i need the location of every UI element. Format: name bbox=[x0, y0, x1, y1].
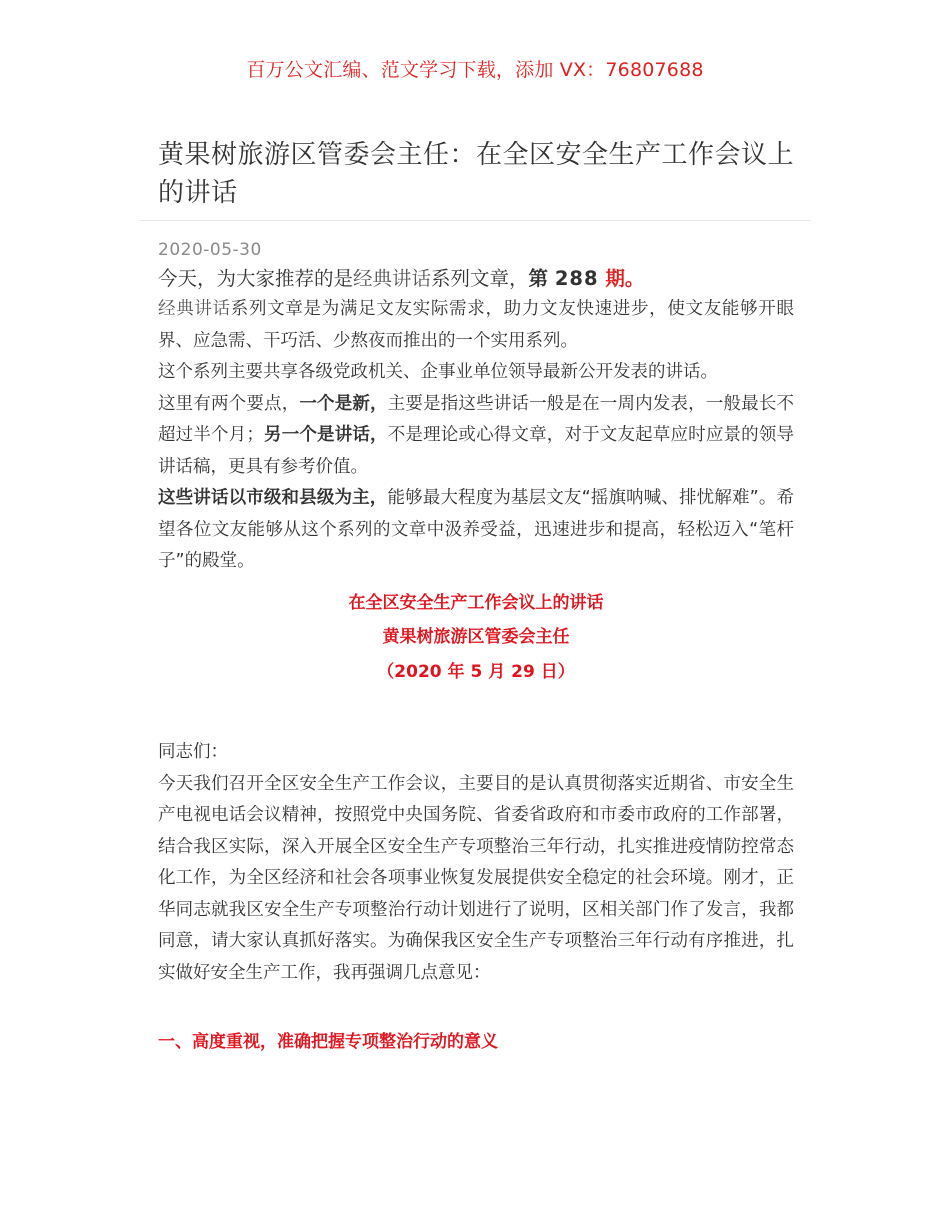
speech-date: （2020 年 5 月 29 日） bbox=[377, 661, 575, 682]
intro-text: 今天，为大家推荐的是 bbox=[158, 267, 354, 290]
intro-text: 系列文章， bbox=[431, 267, 529, 290]
paragraph-text: 不是理论或心得文章，对于文友起草应时应景的领导讲话稿，更具有参考价值。 bbox=[158, 425, 795, 477]
speech-body: 今天我们召开全区安全生产工作会议，主要目的是认真贯彻落实近期省、市安全生产电视电话会议精神，按照党中央国务院、省委省政府和市委市政府的工作部署，结合我区实际，深入开展全区安全生产专项整治三年行动，扎实推进疫情防控常态化工作，为全区经济和社会各项事业恢复发展提供安全稳定的社会环境。刚才，正华同志就我区安全生产专项整治行动计划进行了说明，区相关部门作了发言，我都同意，请大家认真抓好落实。为确保我区安全生产专项整治三年行动有序推进，扎实做好安全生产工作，我再强调几点意见： bbox=[158, 773, 794, 983]
speech-greeting: 同志们： bbox=[158, 742, 228, 762]
title-divider bbox=[140, 220, 810, 221]
promo-banner: 百万公文汇编、范文学习下载，添加 VX：76807688 bbox=[246, 59, 704, 81]
speech-heading: 在全区安全生产工作会议上的讲话 bbox=[348, 592, 604, 613]
issue-suffix: 期。 bbox=[598, 267, 645, 290]
paragraph-text: 这里有两个要点， bbox=[158, 393, 300, 414]
series-name: 经典讲话 bbox=[353, 267, 432, 290]
emphasis-text: 另一个是讲话， bbox=[263, 425, 388, 445]
intro-paragraph bbox=[158, 483, 794, 578]
intro-paragraph: 这个系列主要共享各级党政机关、企事业单位领导最新公开发表的讲话。 bbox=[158, 362, 718, 382]
intro-paragraph bbox=[158, 389, 794, 484]
issue-label: 第 bbox=[528, 267, 555, 290]
speech-header bbox=[158, 586, 794, 690]
intro-line bbox=[158, 264, 794, 294]
emphasis-text: 一个是新， bbox=[299, 393, 388, 414]
publish-date: 2020-05-30 bbox=[158, 240, 262, 260]
article-content bbox=[158, 264, 794, 1059]
paragraph-text: 能够最大程度为基层文友“摇旗呐喊、排忧解难”。希望各位文友能够从这个系列的文章中汲养受益，迅速进步和提高，轻松迈入“笔杆子”的殿堂。 bbox=[158, 488, 794, 571]
intro-paragraph bbox=[158, 294, 794, 357]
section-heading: 一、高度重视，准确把握专项整治行动的意义 bbox=[158, 1032, 498, 1052]
paragraph-text: 主要是指这些讲话一般是在一周内发表，一般最长不超过半个月； bbox=[158, 393, 795, 445]
series-name: 经典讲话 bbox=[158, 299, 231, 319]
speech-speaker: 黄果树旅游区管委会主任 bbox=[382, 627, 570, 647]
paragraph-text: 系列文章是为满足文友实际需求，助力文友快速进步，使文友能够开眼界、应急需、干巧活、少熬夜而推出的一个实用系列。 bbox=[158, 299, 794, 351]
issue-number: 288 bbox=[554, 267, 599, 290]
article-title: 黄果树旅游区管委会主任：在全区安全生产工作会议上的讲话 bbox=[158, 140, 795, 208]
emphasis-text: 这些讲话以市级和县级为主， bbox=[158, 488, 388, 508]
